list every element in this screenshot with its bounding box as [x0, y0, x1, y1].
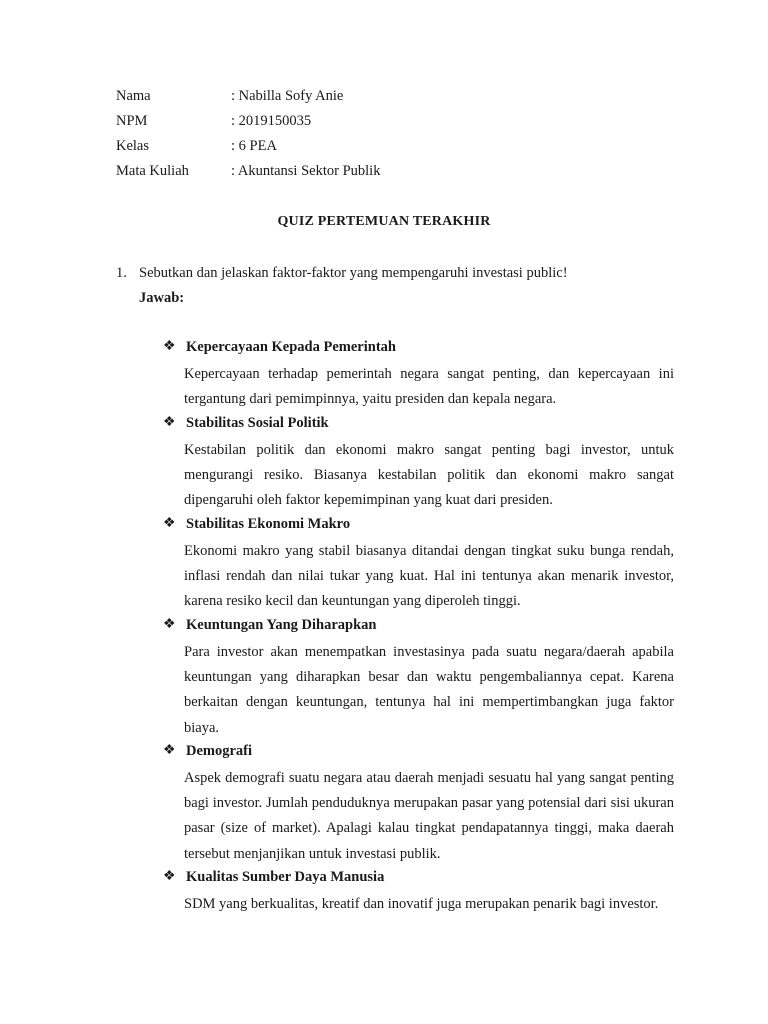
answer-item-heading [163, 741, 678, 761]
diamond-bullet-icon: ❖ [163, 617, 176, 632]
answer-item [163, 413, 678, 514]
kelas-value: : 6 PEA [231, 138, 277, 154]
answer-item-heading-text: Stabilitas Sosial Politik [186, 415, 329, 431]
answer-item-body: Aspek demografi suatu negara atau daerah menjadi sesuatu hal yang sangat penting bagi investor. Jumlah penduduknya merupakan pasar yang potensial dari sisi ukuran pasar (size of market). Apalagi kalau tingkat pendapatannya tinggi, maka daerah tersebut menjanjikan untuk investasi publik. [184, 770, 674, 862]
kelas-label: Kelas [116, 138, 150, 154]
diamond-bullet-icon: ❖ [163, 516, 176, 531]
answer-item [163, 867, 678, 917]
diamond-bullet-icon: ❖ [163, 339, 176, 354]
answer-item-body: Ekonomi makro yang stabil biasanya ditandai dengan tingkat suku bunga rendah, inflasi rendah dan nilai tukar yang kuat. Hal ini tentunya akan menarik investor, karena resiko kecil dan keuntungan yang diperoleh tinggi. [184, 543, 674, 610]
answer-item-body: SDM yang berkualitas, kreatif dan inovatif juga merupakan penarik bagi investor. [184, 896, 659, 912]
diamond-bullet-icon: ❖ [163, 415, 176, 430]
question-number: 1. [116, 265, 127, 281]
answer-item-heading [163, 337, 678, 357]
answer-item-body: Kestabilan politik dan ekonomi makro sangat penting bagi investor, untuk mengurangi resiko. Biasanya kestabilan politik dan ekonomi makro sangat dipengaruhi oleh faktor kepemimpinan yang kuat dari presiden. [184, 442, 674, 509]
answer-item-heading [163, 615, 678, 635]
nama-label: Nama [116, 88, 151, 104]
answer-item [163, 741, 678, 867]
answer-item-heading [163, 413, 678, 433]
npm-value: : 2019150035 [231, 113, 312, 129]
mata-kuliah-label: Mata Kuliah [116, 163, 189, 179]
answer-item-heading-text: Stabilitas Ekonomi Makro [186, 516, 351, 532]
mata-kuliah-value: : Akuntansi Sektor Publik [231, 163, 381, 179]
answer-item-body: Kepercayaan terhadap pemerintah negara sangat penting, dan kepercayaan ini tergantung dari pemimpinnya, yaitu presiden dan kepala negara. [184, 366, 674, 408]
answer-label: Jawab: [139, 290, 185, 306]
answer-item-heading [163, 514, 678, 534]
answer-item [163, 337, 678, 412]
answer-item [163, 514, 678, 615]
answer-item-heading [163, 867, 678, 887]
answer-item-heading-text: Demografi [186, 743, 253, 759]
nama-value: : Nabilla Sofy Anie [231, 88, 344, 104]
answer-item-heading-text: Kepercayaan Kepada Pemerintah [186, 339, 396, 355]
question-text: Sebutkan dan jelaskan faktor-faktor yang mempengaruhi investasi public! [139, 265, 568, 281]
answer-item-body: Para investor akan menempatkan investasinya pada suatu negara/daerah apabila keuntungan yang diharapkan besar dan waktu pengembaliannya cepat. Karena berkaitan dengan keuntungan, tentunya hal ini mempertimbangkan juga faktor biaya. [184, 644, 674, 736]
diamond-bullet-icon: ❖ [163, 869, 176, 884]
answer-item [163, 615, 678, 741]
answer-item-heading-text: Kualitas Sumber Daya Manusia [186, 869, 385, 885]
document-title: QUIZ PERTEMUAN TERAKHIR [277, 214, 491, 229]
npm-label: NPM [116, 113, 148, 129]
answer-item-heading-text: Keuntungan Yang Diharapkan [186, 617, 377, 633]
diamond-bullet-icon: ❖ [163, 743, 176, 758]
